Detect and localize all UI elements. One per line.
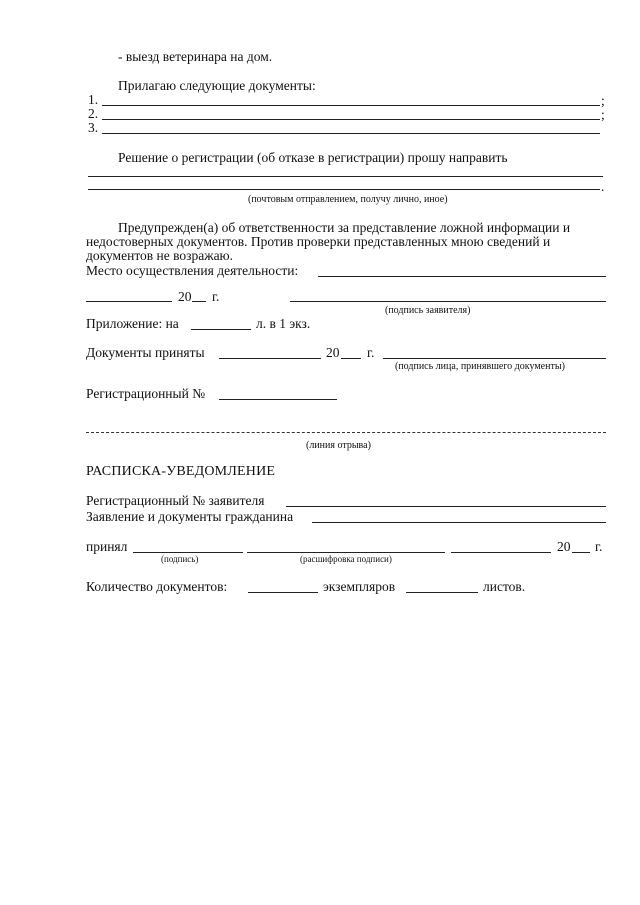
attach-item-2-semicolon: ;	[601, 107, 605, 122]
decision-field-1[interactable]	[88, 176, 603, 177]
date-year-suffix: г.	[212, 289, 220, 304]
attach-item-3-number: 3.	[88, 120, 99, 135]
activity-place-field[interactable]	[318, 276, 606, 277]
docs-accepted-year-suffix: г.	[367, 345, 375, 360]
doc-count-copies-label: экземпляров	[323, 579, 396, 594]
accepted-year-prefix: 20	[557, 539, 571, 554]
attach-item-2-field[interactable]	[102, 119, 600, 120]
cut-line	[86, 432, 606, 433]
warning-line-3: документов не возражаю.	[86, 248, 234, 263]
accepted-decoding-field[interactable]	[247, 552, 445, 553]
attach-item-1-field[interactable]	[102, 105, 600, 106]
appendix-prefix: Приложение: на	[86, 316, 179, 331]
vet-visit-text: - выезд ветеринара на дом.	[118, 49, 273, 64]
docs-accepted-year-field[interactable]	[341, 358, 361, 359]
reg-number-applicant-field[interactable]	[286, 506, 606, 507]
appendix-sheets-field[interactable]	[191, 329, 251, 330]
appendix-suffix: л. в 1 экз.	[256, 316, 311, 331]
accepted-year-field[interactable]	[572, 552, 590, 553]
date-year-prefix: 20	[178, 289, 192, 304]
activity-place-label: Место осуществления деятельности:	[86, 263, 299, 278]
decision-text: Решение о регистрации (об отказе в регистрации) прошу направить	[118, 150, 508, 165]
accepted-label: принял	[86, 539, 128, 554]
doc-count-copies-field[interactable]	[248, 592, 318, 593]
docs-accepted-year-prefix: 20	[326, 345, 340, 360]
applicant-signature-hint: (подпись заявителя)	[385, 305, 471, 316]
reg-number-field[interactable]	[219, 399, 337, 400]
doc-count-label: Количество документов:	[86, 579, 228, 594]
receiver-signature-hint: (подпись лица, принявшего документы)	[395, 361, 565, 372]
accepted-signature-field[interactable]	[133, 552, 243, 553]
reg-number-label: Регистрационный №	[86, 386, 206, 401]
docs-accepted-date-field[interactable]	[219, 358, 321, 359]
date-year-field[interactable]	[192, 301, 206, 302]
warning-line-1: Предупрежден(а) об ответственности за представление ложной информации и	[118, 220, 571, 235]
applicant-signature-field[interactable]	[290, 301, 606, 302]
statement-docs-field[interactable]	[312, 522, 606, 523]
delivery-hint: (почтовым отправлением, получу лично, иное)	[248, 194, 448, 205]
signature-decoding-hint: (расшифровка подписи)	[300, 554, 392, 564]
accepted-date-field[interactable]	[451, 552, 551, 553]
decision-field-2[interactable]	[88, 189, 600, 190]
attach-item-1-number: 1.	[88, 92, 99, 107]
date-day-field[interactable]	[86, 301, 172, 302]
decision-period: .	[601, 179, 605, 194]
attach-item-3-field[interactable]	[102, 133, 600, 134]
receiver-signature-field[interactable]	[383, 358, 606, 359]
doc-count-sheets-field[interactable]	[406, 592, 478, 593]
attach-intro: Прилагаю следующие документы:	[118, 78, 316, 93]
cut-line-label: (линия отрыва)	[306, 440, 371, 451]
docs-accepted-label: Документы приняты	[86, 345, 205, 360]
statement-docs-label: Заявление и документы гражданина	[86, 509, 294, 524]
accepted-year-suffix: г.	[595, 539, 603, 554]
doc-count-sheets-label: листов.	[483, 579, 526, 594]
receipt-title: РАСПИСКА-УВЕДОМЛЕНИЕ	[86, 464, 276, 479]
reg-number-applicant-label: Регистрационный № заявителя	[86, 493, 265, 508]
attach-item-2-number: 2.	[88, 106, 99, 121]
signature-hint: (подпись)	[161, 554, 199, 564]
attach-item-1-semicolon: ;	[601, 93, 605, 108]
warning-line-2: недостоверных документов. Против проверки представленных мною сведений и	[86, 234, 551, 249]
